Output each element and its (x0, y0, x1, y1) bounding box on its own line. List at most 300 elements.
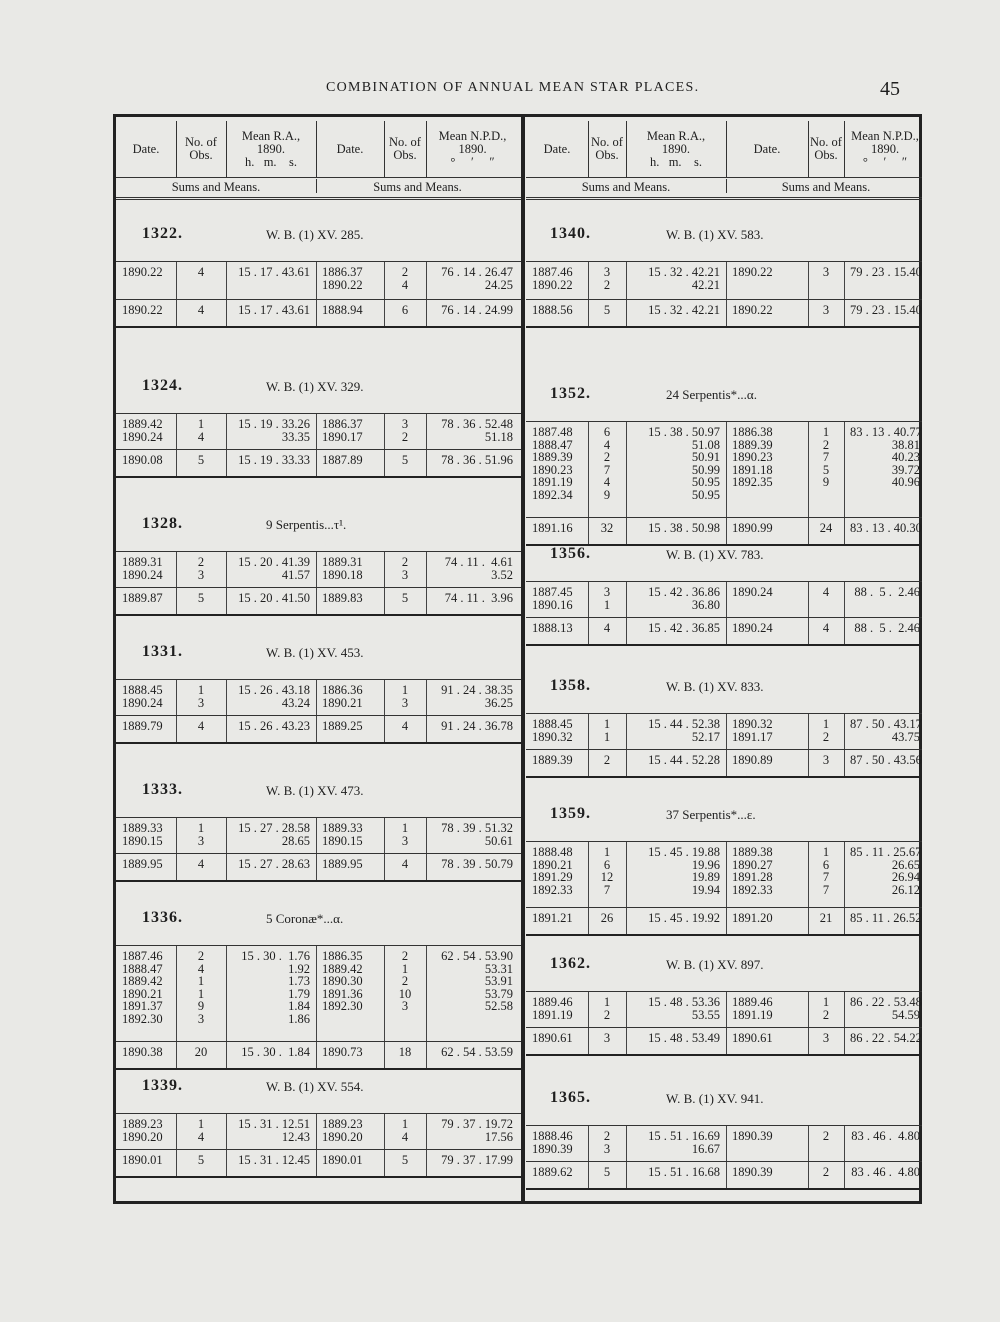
obs-cell: 2 1 2 10 3 (398, 949, 412, 1014)
date-cell: 1889.23 1890.20 (322, 1117, 363, 1144)
observation-rows (116, 817, 523, 854)
cell-divider (426, 716, 427, 742)
cell-divider (726, 750, 727, 776)
cell-divider (226, 818, 227, 854)
obs-cell: 1 2 (822, 995, 830, 1022)
date-cell: 1890.01 (322, 1153, 363, 1167)
cell-divider (426, 262, 427, 300)
cell-divider (844, 582, 845, 618)
date-cell: 1886.36 1890.21 (322, 683, 363, 710)
obs-cell: 26 (600, 911, 614, 925)
cell-divider (726, 992, 727, 1028)
obs-cell: 2 3 (603, 1129, 611, 1156)
cell-divider (588, 518, 589, 544)
sums-and-means-row (116, 1149, 523, 1178)
date-cell: 1890.89 (732, 753, 773, 767)
observation-rows (116, 679, 523, 716)
ra-value-cell: 15 . 27 . 28.63 (238, 857, 310, 871)
obs-cell: 1 3 (401, 683, 409, 710)
obs-cell: 3 1 (603, 585, 611, 612)
npd-value-cell: 76 . 14 . 26.47 24.25 (441, 265, 513, 292)
sums-divider (316, 179, 317, 193)
page-number: 45 (880, 78, 900, 100)
npd-value-cell: 78 . 39 . 50.79 (441, 857, 513, 871)
star-number: 1352. (550, 385, 591, 402)
cell-divider (844, 1162, 845, 1188)
ra-value-cell: 15 . 30 . 1.76 1.92 1.73 1.79 1.84 1.86 (241, 949, 310, 1026)
cell-divider (384, 300, 385, 326)
date-cell: 1889.38 1890.27 1891.28 1892.33 (732, 845, 773, 897)
cell-divider (316, 946, 317, 1042)
obs-cell: 4 (197, 303, 205, 317)
cell-divider (384, 946, 385, 1042)
date-cell: 1888.45 1890.32 (532, 717, 573, 744)
obs-cell: 6 (401, 303, 409, 317)
cell-divider (844, 1028, 845, 1054)
star-number: 1340. (550, 225, 591, 242)
observation-rows (116, 413, 523, 450)
obs-cell: 1 4 (401, 1117, 409, 1144)
header-divider (808, 121, 809, 177)
npd-value-cell: 79 . 37 . 19.72 17.56 (441, 1117, 513, 1144)
cell-divider (808, 1028, 809, 1054)
cell-divider (626, 1126, 627, 1162)
cell-divider (426, 552, 427, 588)
date-cell: 1890.22 (122, 303, 163, 317)
obs-cell: 5 (197, 1153, 205, 1167)
cell-divider (588, 842, 589, 908)
npd-value-cell: 87 . 50 . 43.56 (850, 753, 922, 767)
obs-cell: 5 (197, 591, 205, 605)
star-designation: W. B. (1) XV. 285. (266, 227, 364, 242)
star-number: 1324. (142, 377, 183, 394)
npd-value-cell: 62 . 54 . 53.59 (441, 1045, 513, 1059)
observation-rows (116, 551, 523, 588)
obs-cell: 4 (401, 857, 409, 871)
ra-value-cell: 15 . 32 . 42.21 42.21 (648, 265, 720, 292)
cell-divider (808, 582, 809, 618)
cell-divider (626, 300, 627, 326)
cell-divider (808, 714, 809, 750)
obs-cell: 2 3 (401, 555, 409, 582)
date-cell: 1891.21 (532, 911, 573, 925)
ra-value-cell: 15 . 51 . 16.68 (648, 1165, 720, 1179)
cell-divider (316, 262, 317, 300)
observation-rows (116, 945, 523, 1042)
sums-and-means-row (116, 715, 523, 744)
cell-divider (588, 750, 589, 776)
obs-cell: 2 (603, 753, 611, 767)
cell-divider (176, 552, 177, 588)
date-header: Date. (132, 141, 160, 156)
cell-divider (384, 716, 385, 742)
obs-header: No. of Obs. (810, 135, 842, 162)
date-cell: 1890.99 (732, 521, 773, 535)
sums-and-means-row (526, 1027, 922, 1056)
cell-divider (384, 1042, 385, 1068)
cell-divider (226, 450, 227, 476)
cell-divider (588, 422, 589, 518)
date-cell: 1887.46 1888.47 1889.42 1890.21 1891.37 1892.30 (122, 949, 163, 1026)
date-cell: 1889.46 1891.19 (532, 995, 573, 1022)
cell-divider (626, 582, 627, 618)
running-head (0, 80, 1000, 100)
cell-divider (316, 1114, 317, 1150)
obs-cell: 3 2 (603, 265, 611, 292)
obs-cell: 4 (822, 621, 830, 635)
cell-divider (726, 582, 727, 618)
ra-value-cell: 15 . 20 . 41.50 (238, 591, 310, 605)
observation-rows (526, 991, 922, 1028)
date-cell: 1889.33 1890.15 (122, 821, 163, 848)
ra-value-cell: 15 . 42 . 36.86 36.80 (648, 585, 720, 612)
cell-divider (384, 588, 385, 614)
cell-divider (808, 422, 809, 518)
cell-divider (726, 300, 727, 326)
cell-divider (808, 618, 809, 644)
cell-divider (626, 262, 627, 300)
obs-cell: 18 (398, 1045, 412, 1059)
table-header (116, 117, 523, 200)
cell-divider (588, 714, 589, 750)
observation-rows (526, 421, 922, 518)
obs-cell: 1 3 (197, 683, 205, 710)
cell-divider (226, 552, 227, 588)
npd-value-cell: 62 . 54 . 53.90 53.31 53.91 53.79 52.58 (441, 949, 513, 1014)
npd-value-cell: 86 . 22 . 54.22 (850, 1031, 922, 1045)
cell-divider (726, 618, 727, 644)
cell-divider (426, 946, 427, 1042)
sums-and-means-row (526, 1161, 922, 1190)
obs-cell: 20 (194, 1045, 208, 1059)
cell-divider (316, 450, 317, 476)
date-cell: 1890.01 (122, 1153, 163, 1167)
left-column (116, 117, 523, 1201)
star-designation: 24 Serpentis*...α. (666, 387, 757, 402)
npd-value-cell: 87 . 50 . 43.17 43.75 (850, 717, 922, 744)
observation-rows (526, 261, 922, 300)
observation-rows (526, 581, 922, 618)
ra-value-cell: 15 . 45 . 19.92 (648, 911, 720, 925)
star-designation: W. B. (1) XV. 453. (266, 645, 364, 660)
cell-divider (426, 588, 427, 614)
cell-divider (626, 842, 627, 908)
cell-divider (316, 552, 317, 588)
cell-divider (384, 1150, 385, 1176)
star-designation: 9 Serpentis...τ¹. (266, 517, 347, 532)
npd-value-cell: 76 . 14 . 24.99 (441, 303, 513, 317)
cell-divider (426, 414, 427, 450)
cell-divider (176, 300, 177, 326)
cell-divider (316, 1150, 317, 1176)
cell-divider (726, 908, 727, 934)
date-cell: 1889.23 1890.20 (122, 1117, 163, 1144)
npd-value-cell: 79 . 23 . 15.40 (850, 265, 922, 279)
cell-divider (844, 992, 845, 1028)
date-cell: 1886.38 1889.39 1890.23 1891.18 1892.35 (732, 425, 773, 490)
npd-value-cell: 78 . 39 . 51.32 50.61 (441, 821, 513, 848)
cell-divider (588, 1028, 589, 1054)
observation-rows (526, 713, 922, 750)
date-cell: 1889.39 (532, 753, 573, 767)
date-cell: 1891.16 (532, 521, 573, 535)
date-cell: 1891.20 (732, 911, 773, 925)
sums-and-means-row (526, 299, 922, 328)
obs-cell: 1 3 (401, 821, 409, 848)
cell-divider (176, 414, 177, 450)
date-cell: 1890.22 (122, 265, 163, 279)
date-cell: 1888.46 1890.39 (532, 1129, 573, 1156)
cell-divider (176, 588, 177, 614)
cell-divider (426, 1042, 427, 1068)
cell-divider (176, 262, 177, 300)
cell-divider (316, 414, 317, 450)
date-cell: 1890.39 (732, 1165, 773, 1179)
star-number: 1331. (142, 643, 183, 660)
npd-value-cell: 78 . 36 . 52.48 51.18 (441, 417, 513, 444)
star-places-table (113, 114, 922, 1204)
sums-and-means-row (526, 749, 922, 778)
cell-divider (226, 1114, 227, 1150)
obs-cell: 1 6 7 7 (822, 845, 830, 897)
cell-divider (808, 300, 809, 326)
obs-cell: 1 4 (197, 1117, 205, 1144)
cell-divider (626, 618, 627, 644)
obs-cell: 4 (401, 719, 409, 733)
obs-cell: 3 (822, 303, 830, 317)
header-divider (626, 121, 627, 177)
observation-rows (526, 841, 922, 908)
cell-divider (176, 818, 177, 854)
star-designation: W. B. (1) XV. 783. (666, 547, 764, 562)
obs-cell: 6 4 2 7 4 9 (603, 425, 611, 502)
cell-divider (808, 518, 809, 544)
obs-cell: 4 (822, 585, 830, 599)
sums-and-means-row (116, 587, 523, 616)
star-number: 1339. (142, 1077, 183, 1094)
cell-divider (626, 908, 627, 934)
obs-cell: 2 3 (197, 555, 205, 582)
date-cell: 1890.22 (732, 303, 773, 317)
date-cell: 1887.89 (322, 453, 363, 467)
mean-ra-header: Mean R.A., 1890. h. m. s. (646, 128, 706, 169)
ra-value-cell: 15 . 31 . 12.45 (238, 1153, 310, 1167)
header-divider (726, 121, 727, 177)
ra-value-cell: 15 . 27 . 28.58 28.65 (238, 821, 310, 848)
star-designation: W. B. (1) XV. 583. (666, 227, 764, 242)
cell-divider (844, 422, 845, 518)
date-header: Date. (543, 141, 571, 156)
obs-cell: 5 (603, 1165, 611, 1179)
sums-and-means-row (116, 1041, 523, 1070)
cell-divider (384, 680, 385, 716)
cell-divider (316, 716, 317, 742)
star-number: 1365. (550, 1089, 591, 1106)
cell-divider (316, 1042, 317, 1068)
header-divider (176, 121, 177, 177)
column-divider (521, 117, 525, 1201)
obs-cell: 1 2 7 5 9 (822, 425, 830, 490)
npd-value-cell: 79 . 37 . 17.99 (441, 1153, 513, 1167)
cell-divider (844, 908, 845, 934)
ra-value-cell: 15 . 26 . 43.18 43.24 (238, 683, 310, 710)
cell-divider (588, 262, 589, 300)
star-designation: W. B. (1) XV. 833. (666, 679, 764, 694)
cell-divider (176, 1042, 177, 1068)
cell-divider (626, 1028, 627, 1054)
obs-cell: 3 2 (401, 417, 409, 444)
date-cell: 1890.38 (122, 1045, 163, 1059)
cell-divider (384, 414, 385, 450)
cell-divider (384, 854, 385, 880)
obs-cell: 4 (197, 857, 205, 871)
date-cell: 1889.79 (122, 719, 163, 733)
ra-value-cell: 15 . 38 . 50.97 51.08 50.91 50.99 50.95 50.95 (648, 425, 720, 502)
sums-and-means-row (116, 853, 523, 882)
obs-cell: 5 (603, 303, 611, 317)
star-number: 1322. (142, 225, 183, 242)
ra-value-cell: 15 . 17 . 43.61 (238, 265, 310, 279)
cell-divider (808, 262, 809, 300)
date-cell: 1889.31 1890.18 (322, 555, 363, 582)
observation-rows (116, 261, 523, 300)
cell-divider (384, 1114, 385, 1150)
ra-value-cell: 15 . 44 . 52.28 (648, 753, 720, 767)
npd-value-cell: 78 . 36 . 51.96 (441, 453, 513, 467)
cell-divider (426, 818, 427, 854)
ra-value-cell: 15 . 31 . 12.51 12.43 (238, 1117, 310, 1144)
cell-divider (426, 1114, 427, 1150)
cell-divider (426, 1150, 427, 1176)
ra-value-cell: 15 . 17 . 43.61 (238, 303, 310, 317)
cell-divider (226, 588, 227, 614)
obs-cell: 1 2 (822, 717, 830, 744)
header-divider (384, 121, 385, 177)
cell-divider (626, 992, 627, 1028)
cell-divider (226, 1042, 227, 1068)
header-divider (426, 121, 427, 177)
obs-cell: 1 3 (197, 821, 205, 848)
cell-divider (626, 422, 627, 518)
sums-and-means-label: Sums and Means. (373, 180, 462, 194)
mean-npd-header: Mean N.P.D., 1890. ° ′ ″ (851, 128, 919, 169)
cell-divider (226, 946, 227, 1042)
right-column (526, 117, 922, 1201)
cell-divider (844, 750, 845, 776)
sums-and-means-row (526, 617, 922, 646)
star-number: 1333. (142, 781, 183, 798)
table-header (526, 117, 922, 200)
sums-and-means-row (526, 907, 922, 936)
date-cell: 1890.24 (732, 585, 773, 599)
star-designation: W. B. (1) XV. 941. (666, 1091, 764, 1106)
cell-divider (176, 716, 177, 742)
date-cell: 1889.87 (122, 591, 163, 605)
cell-divider (726, 1126, 727, 1162)
date-cell: 1888.45 1890.24 (122, 683, 163, 710)
date-cell: 1887.45 1890.16 (532, 585, 573, 612)
cell-divider (626, 1162, 627, 1188)
sums-and-means-label: Sums and Means. (781, 180, 871, 194)
npd-value-cell: 88 . 5 . 2.46 (854, 585, 920, 599)
cell-divider (808, 1126, 809, 1162)
header-rule (116, 177, 523, 178)
cell-divider (726, 1162, 727, 1188)
cell-divider (176, 1114, 177, 1150)
date-cell: 1889.95 (322, 857, 363, 871)
cell-divider (726, 422, 727, 518)
obs-cell: 24 (819, 521, 833, 535)
npd-value-cell: 83 . 46 . 4.80 (851, 1165, 920, 1179)
star-designation: W. B. (1) XV. 897. (666, 957, 764, 972)
obs-cell: 1 4 (197, 417, 205, 444)
cell-divider (808, 842, 809, 908)
date-cell: 1887.46 1890.22 (532, 265, 573, 292)
cell-divider (808, 992, 809, 1028)
header-rule (526, 177, 922, 178)
star-number: 1362. (550, 955, 591, 972)
cell-divider (726, 262, 727, 300)
cell-divider (726, 1028, 727, 1054)
ra-value-cell: 15 . 42 . 36.85 (648, 621, 720, 635)
cell-divider (226, 262, 227, 300)
cell-divider (176, 1150, 177, 1176)
cell-divider (844, 714, 845, 750)
sums-and-means-row (116, 449, 523, 478)
ra-value-cell: 15 . 30 . 1.84 (241, 1045, 310, 1059)
obs-cell: 4 (197, 265, 205, 279)
npd-value-cell: 91 . 24 . 38.35 36.25 (441, 683, 513, 710)
date-cell: 1889.42 1890.24 (122, 417, 163, 444)
obs-cell: 3 (822, 1031, 830, 1045)
cell-divider (844, 262, 845, 300)
npd-value-cell: 79 . 23 . 15.40 (850, 303, 922, 317)
obs-cell: 2 (822, 1129, 830, 1143)
date-cell: 1890.61 (732, 1031, 773, 1045)
ra-value-cell: 15 . 19 . 33.33 (238, 453, 310, 467)
cell-divider (316, 854, 317, 880)
cell-divider (226, 680, 227, 716)
cell-divider (426, 854, 427, 880)
obs-cell: 5 (401, 453, 409, 467)
obs-cell: 2 (822, 1165, 830, 1179)
obs-cell: 4 (603, 621, 611, 635)
star-number: 1336. (142, 909, 183, 926)
date-cell: 1888.48 1890.21 1891.29 1892.33 (532, 845, 573, 897)
obs-cell: 1 6 12 7 (600, 845, 614, 897)
cell-divider (808, 750, 809, 776)
star-designation: W. B. (1) XV. 554. (266, 1079, 364, 1094)
obs-cell: 5 (197, 453, 205, 467)
cell-divider (226, 1150, 227, 1176)
cell-divider (316, 818, 317, 854)
obs-cell: 2 4 1 1 9 3 (197, 949, 205, 1026)
ra-value-cell: 15 . 45 . 19.88 19.96 19.89 19.94 (648, 845, 720, 897)
star-number: 1328. (142, 515, 183, 532)
cell-divider (176, 946, 177, 1042)
obs-cell: 32 (600, 521, 614, 535)
cell-divider (384, 262, 385, 300)
obs-cell: 1 1 (603, 717, 611, 744)
cell-divider (726, 714, 727, 750)
date-cell: 1886.37 1890.17 (322, 417, 363, 444)
obs-cell: 3 (822, 265, 830, 279)
header-divider (316, 121, 317, 177)
header-divider (226, 121, 227, 177)
star-number: 1358. (550, 677, 591, 694)
cell-divider (316, 588, 317, 614)
cell-divider (626, 518, 627, 544)
